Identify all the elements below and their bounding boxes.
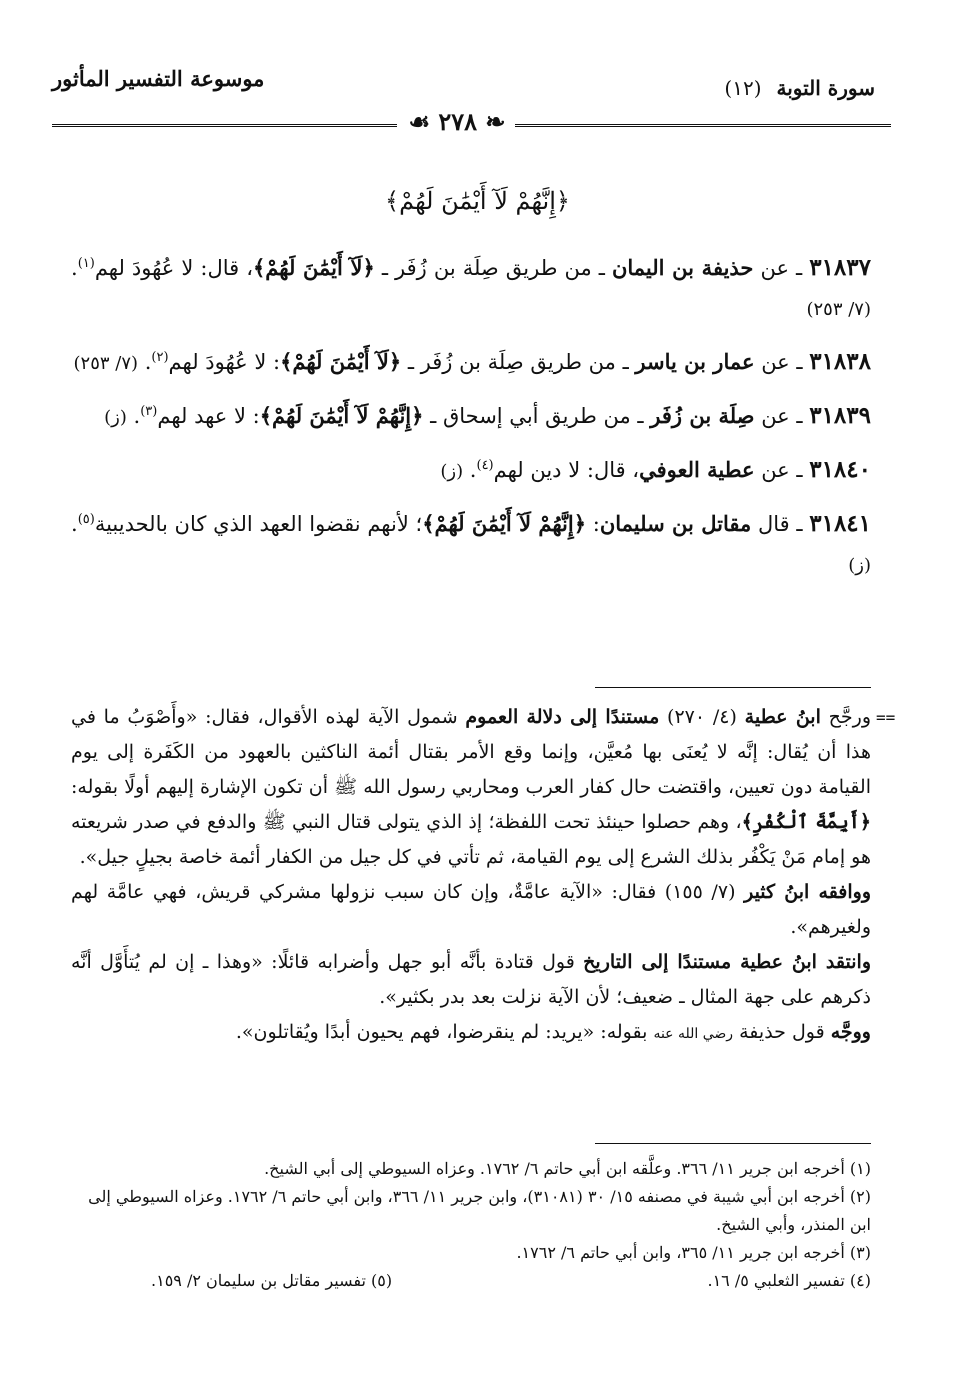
commentary-paragraph: ورجَّح ابنُ عطية (٤/ ٢٧٠) مستندًا إلى دلالة العموم شمول الآية لهذه الأقوال، فقال: «وأَصْوَبُ ما في هذا أن يُقال: إنَّه لا يُعنَى بها مُعيَّن، وإنما وقع الأمر بقتال أئمة الناكثين بالعهود من الكَفَرة إلى يوم القيامة دون تعيين، واقتضت حال كفار العرب ومحاربي رسول الله ﷺ أن تكون الإشارة إليهم أولًا بقوله: ﴿أَيِمَّةَ ٱلْكُفْرِ﴾، وهم حصلوا حينئذ تحت اللفظة؛ إذ الذي يتولى قتال النبي ﷺ والدفع في صدر شريعته هو إمام مَنْ يَكْفُر بذلك الشرع إلى يوم القيامة، ثم تأتي في كل جيل من الكفار أئمة خاصة بجيلٍ جيل». [71,706,871,868]
narration-entry: ٣١٨٣٨ ـ عن عمار بن ياسر ـ من طريق صِلَة بن زُفَر ـ ﴿لَآ أَيْمَٰنَ لَهُمْ﴾: لا عُهُودَ لهم$^{(٢)}$. (٧/ ٢٥٣) [73,348,871,375]
page-number: ❧ ٢٧٨ ☙ [408,107,506,136]
footnote-marker: (٢) [151,350,169,365]
narrator-name: عمار بن ياسر [635,349,755,374]
book-title: موسوعة التفسير المأثور [52,66,265,91]
footnote-divider [595,1143,871,1144]
narrator-name: حذيفة بن اليمان [611,255,754,280]
scholar-name: ابنُ كثير [744,881,810,903]
part-number: (١٢) [724,76,762,100]
quran-quote: ﴿إِنَّهُمْ لَآ أَيْمَٰنَ لَهُمْ﴾ [422,511,587,536]
commentary-paragraph: ووافقه ابنُ كثير (٧/ ١٥٥) فقال: «الآية عامَّةٌ، وإن كان سبب نزولها مشركي قريش، فهي عامَّة لهم ولغيرهم». [71,881,872,938]
surah-name: سورة التوبة [776,76,875,100]
ornament-icon: ☙ [408,107,430,136]
honorific: رضي الله عنه [653,1026,734,1042]
footnote-row [151,1267,871,1295]
continuation-mark: == [876,708,896,727]
narration-entry: ٣١٨٣٧ ـ عن حذيفة بن اليمان ـ من طريق صِلَة بن زُفَر ـ ﴿لَآ أَيْمَٰنَ لَهُمْ﴾، قال: لا عُهُودَ لهم$^{(١)}$. (٧/ ٢٥٣) [71,254,871,320]
entry-number: ٣١٨٤١ [809,510,872,537]
ornament-icon: ❧ [485,107,506,136]
narrator-name: عطية العوفي [639,457,755,482]
header-rule-right [515,124,891,127]
narration-list [71,248,871,598]
footnote-marker: (٥) [77,512,95,527]
commentary-paragraph: وانتقد ابنُ عطية مستندًا إلى التاريخ قول قتادة بأنَّه أبو جهل وأضرابه قائلًا: «وهذا ـ إن لم يُتأَوَّل أنَّه ذكرهم على جهة المثال ـ ضعيف؛ لأن الآية نزلت بعد بدر بكثير». [71,951,871,1008]
footnotes [71,1155,871,1295]
footnote: (٣) أخرجه ابن جرير ١١/ ٣٦٥، وابن أبي حاتم ٦/ ١٧٦٢. [516,1243,871,1262]
source-reference: (ز) [848,555,871,576]
entry-number: ٣١٨٣٧ [809,254,871,281]
quran-quote: ﴿أَيِمَّةَ ٱلْكُفْرِ﴾ [741,811,871,833]
commentary-paragraph: ووجَّه قول حذيفة رضي الله عنه بقوله: «يريد: لم ينقرضوا، فهم يحيون أبدًا ويُقاتلون». [235,1021,871,1043]
verse-heading: ﴿إِنَّهُمْ لَآ أَيْمَٰنَ لَهُمْ﴾ [385,187,570,215]
method-label: مستندًا إلى دلالة العموم [465,706,660,728]
narration-entry: ٣١٨٤١ ـ قال مقاتل بن سليمان: ﴿إِنَّهُمْ لَآ أَيْمَٰنَ لَهُمْ﴾؛ لأنهم نقضوا العهد الذي كان بالحديبية$^{(٥)}$. (ز) [71,510,872,576]
narration-entry: ٣١٨٣٩ ـ عن صِلَة بن زُفَر ـ من طريق أبي إسحاق ـ ﴿إِنَّهُمْ لَآ أَيْمَٰنَ لَهُمْ﴾: لا عهد لهم$^{(٣)}$. (ز) [104,402,871,429]
footnote: (٤) تفسير الثعلبي ٥/ ١٦. [707,1271,871,1290]
footnote: (١) أخرجه ابن جرير ١١/ ٣٦٦. وعلَّقه ابن أبي حاتم ٦/ ١٧٦٢. وعزاه السيوطي إلى أبي الشيخ. [264,1159,871,1178]
source-reference: (ز) [440,461,464,482]
narration-entry: ٣١٨٤٠ ـ عن عطية العوفي، قال: لا دين لهم$^{(٤)}$. (ز) [440,456,871,483]
quran-quote: ﴿إِنَّهُمْ لَآ أَيْمَٰنَ لَهُمْ﴾ [259,403,424,428]
narrator-name: صِلَة بن زُفَر [650,403,755,428]
entry-number: ٣١٨٣٨ [809,348,871,375]
entry-number: ٣١٨٣٩ [809,402,871,429]
footnote-marker: (٣) [140,404,158,419]
commentary-block [71,700,871,1052]
source-reference: (ز) [104,407,127,428]
header-rule-left [52,124,397,127]
running-header-surah [724,76,875,100]
footnote-marker: (٤) [476,458,494,473]
section-divider [595,687,871,688]
quran-quote: ﴿لَآ أَيْمَٰنَ لَهُمْ﴾ [252,255,375,280]
scholar-name: ابنُ عطية مستندًا إلى التاريخ [583,951,817,973]
quran-quote: ﴿لَآ أَيْمَٰنَ لَهُمْ﴾ [280,349,402,374]
entry-number: ٣١٨٤٠ [809,456,871,483]
source-reference: (٧/ ٢٥٣) [73,353,139,374]
footnote: (٥) تفسير مقاتل بن سليمان ٢/ ١٥٩. [151,1271,393,1290]
footnote: (٢) أخرجه ابن أبي شيبة في مصنفه ١٥/ ٣٠ (٣١٠٨١)، وابن جرير ١١/ ٣٦٦، وابن أبي حاتم ٦/ ١٧٦٢. وعزاه السيوطي إلى ابن المنذر، وأبي الشيخ. [88,1187,871,1234]
narrator-name: مقاتل بن سليمان [599,511,752,536]
source-reference: (٧/ ٢٥٣) [806,299,871,320]
footnote-marker: (١) [77,256,95,271]
scholar-name: ابنُ عطية [744,706,821,728]
